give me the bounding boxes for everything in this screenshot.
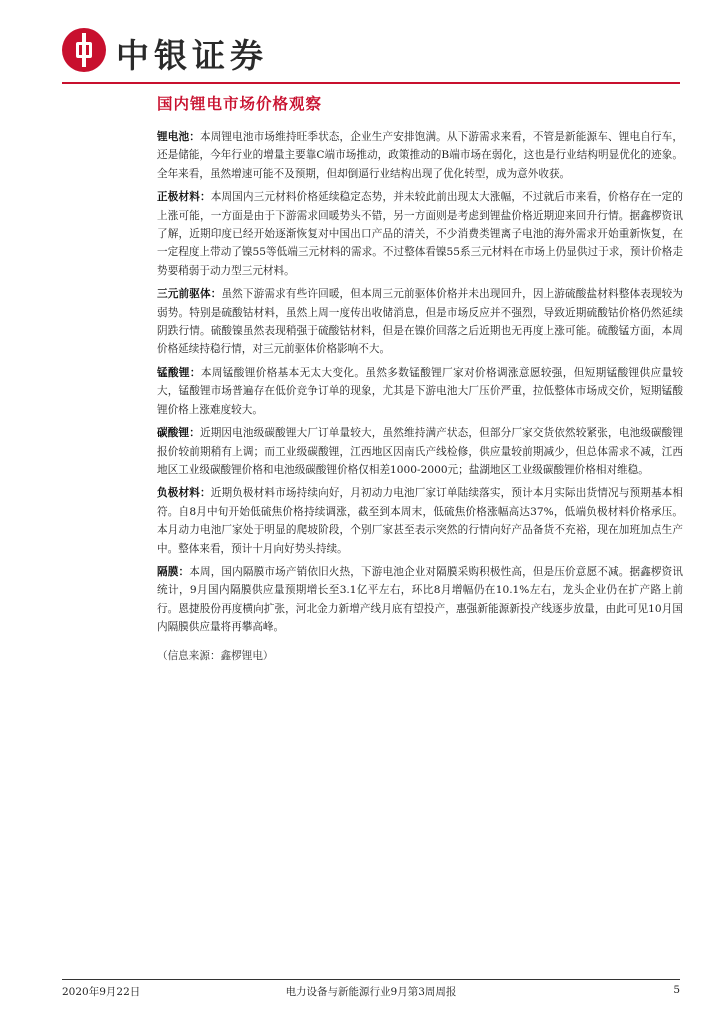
paragraph-lmo [157, 364, 683, 419]
paragraph-lithium-carbonate [157, 424, 683, 479]
source-note: （信息来源：鑫椤锂电） [157, 649, 274, 662]
paragraph-lead: 正极材料： [157, 191, 211, 204]
paragraph-text: 近期因电池级碳酸锂大厂订单量较大，虽然维持满产状态，但部分厂家交货依然较紧张，电池级碳酸锂报价较前期稍有上调；而工业级碳酸锂，江西地区因南氏产线检修，供应量较前期减少，但总体需求不减，江西地区工业级碳酸锂价格和电池级碳酸锂价格仅相差1000-2000元；盐湖地区工业级碳酸锂价格相对维稳。 [157, 427, 683, 476]
paragraph-text: 本周锰酸锂价格基本无太大变化。虽然多数锰酸锂厂家对价格调涨意愿较强，但短期锰酸锂供应量较大，锰酸锂市场普遍存在低价竞争订单的现象，尤其是下游电池大厂压价严重，拉低整体市场成交价，短期锰酸锂价格上涨难度较大。 [157, 366, 684, 416]
paragraph-separator [157, 563, 683, 637]
article-body [157, 128, 683, 665]
paragraph-text: 本周，国内隔膜市场产销依旧火热，下游电池企业对隔膜采购积极性高，但是压价意愿不减。据鑫椤资讯统计，9月国内隔膜供应量预期增长至3.1亿平左右，环比8月增幅仍在10.1%左右，龙头企业仍在扩产路上前行。恩捷股份再度横向扩张，河北金力新增产线月底有望投产，惠强新能源新投产线逐步放量，由此可见10月国内隔膜供应量将再攀高峰。 [157, 565, 684, 634]
page-footer [62, 984, 680, 1002]
report-date: 2020年9月22日 [62, 986, 141, 998]
report-title: 电力设备与新能源行业9月第3周周报 [285, 986, 457, 998]
page-number: 5 [673, 984, 680, 996]
paragraph-cathode [157, 188, 683, 280]
paragraph-lead: 锂电池： [157, 131, 200, 143]
paragraph-lead: 三元前驱体： [157, 288, 222, 301]
paragraph-lithium-battery [157, 128, 683, 183]
paragraph-lead: 负极材料： [157, 487, 211, 500]
paragraph-text: 本周国内三元材料价格延续稳定态势，并未较此前出现太大涨幅，不过就后市来看，价格存在一定的上涨可能，一方面是由于下游需求回暖势头不错，另一方面则是考虑到锂盐价格近期迎来回升行情。据鑫椤资讯了解，近期印度已经开始逐渐恢复对中国出口产品的清关，不少消费类锂离子电池的海外需求开始重新恢复，在一定程度上带动了镍55等低端三元材料的需求。不过整体看镍55系三元材料在市场上仍显供过于求，预计价格走势要稍弱于动力型三元材料。 [157, 191, 684, 277]
paragraph-lead: 隔膜： [157, 565, 190, 578]
paragraph-lead: 碳酸锂： [157, 427, 200, 440]
paragraph-lead: 锰酸锂： [157, 366, 201, 379]
paragraph-text: 本周锂电池市场维持旺季状态，企业生产安排饱满。从下游需求来看，不管是新能源车、锂电自行车，还是储能，今年行业的增量主要靠C端市场推动，政策推动的B端市场在弱化，这也是行业结构明显优化的迹象。全年来看，虽然增速可能不及预期，但却倒逼行业结构出现了优化转型，成为意外收获。 [157, 131, 683, 180]
page-header [62, 26, 680, 84]
paragraph-text: 近期负极材料市场持续向好，月初动力电池厂家订单陆续落实，预计本月实际出货情况与预期基本相符。自8月中旬开始低硫焦价格持续调涨，截至到本周末，低硫焦价格涨幅高达37%，低端负极材料价格承压。本月动力电池厂家处于明显的爬坡阶段，个别厂家甚至表示突然的行情向好产品备货不充裕，现在加班加点生产中。整体来看，预计十月向好势头持续。 [157, 487, 684, 555]
paragraph-anode [157, 484, 683, 558]
paragraph-precursor [157, 285, 683, 359]
bank-logo-icon [62, 28, 106, 72]
header-divider [62, 82, 680, 84]
paragraph-text: 虽然下游需求有些许回暖，但本周三元前驱体价格并未出现回升，因上游硫酸盐材料整体表现较为弱势。特别是硫酸钴材料，虽然上周一度传出收储消息，但是市场反应并不强烈，导致近期硫酸钴价格仍然延续阴跌行情。硫酸镍虽然表现稍强于硫酸钴材料，但是在镍价回落之后近期也无再度上涨可能。硫酸锰方面，本周价格延续持稳行情，对三元前驱体价格影响不大。 [157, 288, 684, 356]
section-title: 国内锂电市场价格观察 [157, 95, 323, 113]
footer-divider [62, 979, 680, 980]
brand-name: 中银证券 [116, 36, 268, 75]
